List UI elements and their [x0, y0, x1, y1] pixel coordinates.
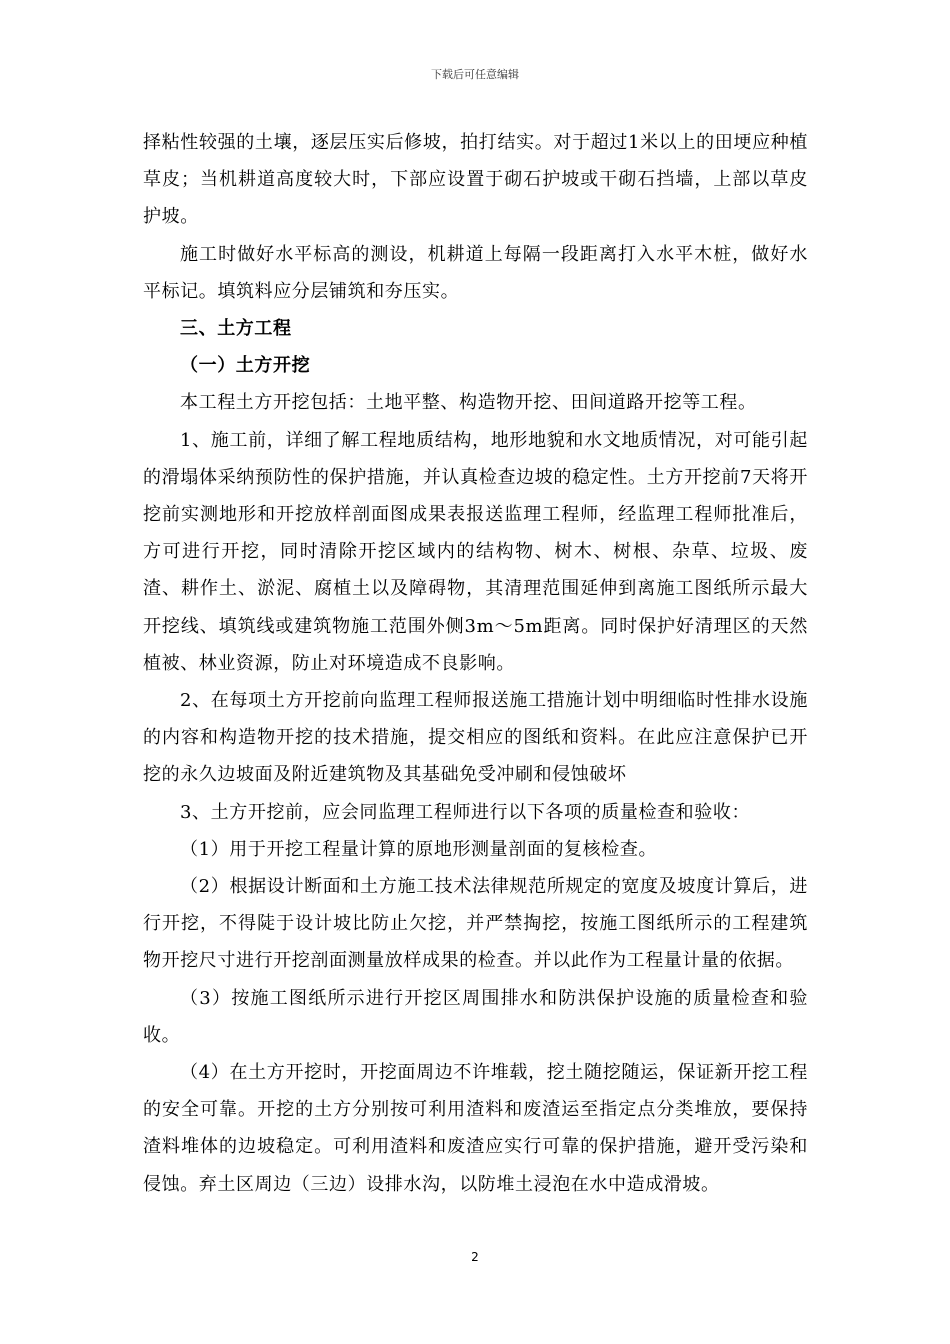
paragraph-subitem-3: （3）按施工图纸所示进行开挖区周围排水和防洪保护设施的质量检查和验收。 — [143, 987, 808, 1046]
paragraph-item-3: 3、土方开挖前，应会同监理工程师进行以下各项的质量检查和验收： — [180, 801, 751, 823]
paragraph-item-1: 1、施工前，详细了解工程地质结构，地形地貌和水文地质情况，对可能引起的滑塌体采纳预防性的保护措施，并认真检查边坡的稳定性。土方开挖前7天将开挖前实测地形和开挖放样剖面图成果表报送监理工程师，经监理工程师批准后，方可进行开挖，同时清除开挖区域内的结构物、树木、树根、杂草、垃圾、废渣、耕作土、淤泥、腐植土以及障碍物，其清理范围延伸到离施工图纸所示最大开挖线、填筑线或建筑物施工范围外侧3m～5m距离。同时保护好清理区的天然植被、林业资源，防止对环境造成不良影响。 — [143, 429, 808, 674]
paragraph-scope: 本工程土方开挖包括：土地平整、构造物开挖、田间道路开挖等工程。 — [180, 392, 757, 414]
paragraph-slope-protection: 择粘性较强的土壤，逐层压实后修坡，拍打结实。对于超过1米以上的田埂应种植草皮；当机耕道高度较大时，下部应设置于砌石护坡或干砌石挡墙，上部以草皮护坡。 — [143, 132, 808, 228]
subsection-heading-excavation: （一）土方开挖 — [180, 355, 311, 377]
page-header: 下载后可任意编辑 — [431, 68, 519, 81]
section-heading-earthwork: 三、土方工程 — [180, 318, 292, 340]
paragraph-item-2: 2、在每项土方开挖前向监理工程师报送施工措施计划中明细临时性排水设施的内容和构造物开挖的技术措施，提交相应的图纸和资料。在此应注意保护已开挖的永久边坡面及附近建筑物及其基础免受冲刷和侵蚀破坏 — [143, 690, 808, 786]
paragraph-subitem-4: （4）在土方开挖时，开挖面周边不许堆载，挖土随挖随运，保证新开挖工程的安全可靠。开挖的土方分别按可利用渣料和废渣运至指定点分类堆放，要保持渣料堆体的边坡稳定。可利用渣料和废渣应实行可靠的保护措施，避开受污染和侵蚀。弃土区周边（三边）设排水沟，以防堆土浸泡在水中造成滑坡。 — [143, 1062, 808, 1195]
paragraph-subitem-1: （1）用于开挖工程量计算的原地形测量剖面的复核检查。 — [180, 838, 658, 860]
page-number: 2 — [471, 1250, 479, 1264]
paragraph-subitem-2: （2）根据设计断面和土方施工技术法律规范所规定的宽度及坡度计算后，进行开挖，不得陡于设计坡比防止欠挖，并严禁掏挖，按施工图纸所示的工程建筑物开挖尺寸进行开挖剖面测量放样成果的检查。并以此作为工程量计量的依据。 — [143, 876, 808, 972]
document-body — [143, 124, 808, 1203]
paragraph-level-marking: 施工时做好水平标高的测设，机耕道上每隔一段距离打入水平木桩，做好水平标记。填筑料应分层铺筑和夯压实。 — [143, 243, 808, 302]
